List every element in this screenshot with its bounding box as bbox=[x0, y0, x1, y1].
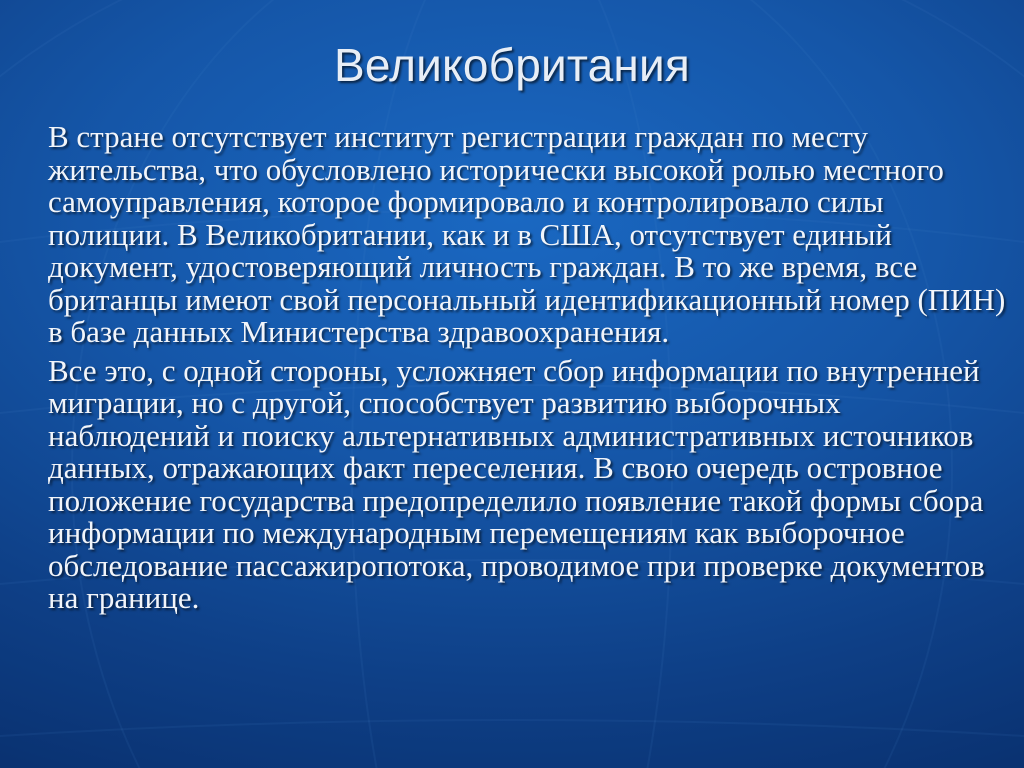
slide-body bbox=[48, 121, 1008, 615]
slide-title: Великобритания bbox=[333, 39, 691, 91]
paragraph-1: В стране отсутствует институт регистрации граждан по месту жительства, что обусловлено исторически высокой ролью местного самоуправления, которое формировало и контролировало силы полиции. В Великобритании, как и в США, отсутствует единый документ, удостоверяющий личность граждан. В то же время, все британцы имеют свой персональный идентификационный номер (ПИН) в базе данных Министерства здравоохранения. bbox=[48, 119, 1006, 349]
paragraph-2: Все это, с одной стороны, усложняет сбор информации по внутренней миграции, но с другой, способствует развитию выборочных наблюдений и поиску альтернативных административных источников данных, отражающих факт переселения. В свою очередь островное положение государства предопределило появление такой формы сбора информации по международным перемещениям как выборочное обследование пассажиропотока, проводимое при проверке документов на границе. bbox=[48, 352, 985, 615]
